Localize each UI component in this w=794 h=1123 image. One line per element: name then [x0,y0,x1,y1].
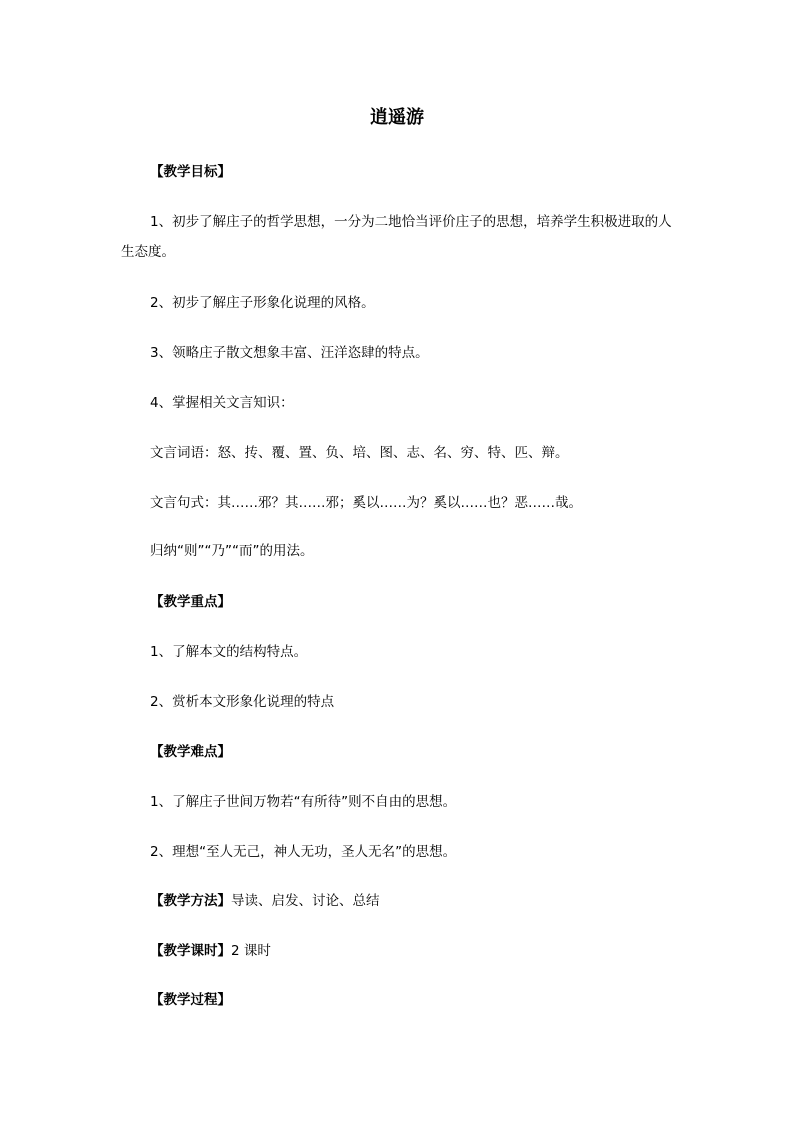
process-heading: 【教学过程】 [150,992,231,1008]
classical-patterns: 文言句式：其……邪？其……邪；奚以……为？奚以……也？恶……哉。 [150,495,582,511]
difficulty-item-1: 1、了解庄子世间万物若“有所待”则不自由的思想。 [150,794,457,810]
document-title: 逍遥游 [370,107,424,128]
objective-item-4: 4、掌握相关文言知识： [150,395,294,411]
key-point-item-1: 1、了解本文的结构特点。 [150,644,308,660]
objective-item-2: 2、初步了解庄子形象化说理的风格。 [150,295,375,311]
methods-text: 导读、启发、讨论、总结 [231,893,380,909]
objectives-heading: 【教学目标】 [150,164,231,180]
hours-line [150,941,271,961]
usage-summary: 归纳“则”“乃”“而”的用法。 [150,543,314,559]
difficulty-item-2: 2、理想“至人无己，神人无功，圣人无名”的思想。 [150,844,457,860]
objective-item-3: 3、领略庄子散文想象丰富、汪洋恣肆的特点。 [150,345,429,361]
classical-words: 文言词语：怒、抟、覆、置、负、培、图、志、名、穷、特、匹、辩。 [150,445,569,461]
difficulties-heading: 【教学难点】 [150,744,231,760]
methods-heading: 【教学方法】 [150,893,231,909]
methods-line [150,891,380,911]
hours-text: 2 课时 [231,943,271,959]
objective-item-1: 1、初步了解庄子的哲学思想，一分为二地恰当评价庄子的思想，培养学生积极进取的人生态度。 [121,214,672,260]
key-points-heading: 【教学重点】 [150,594,231,610]
key-point-item-2: 2、赏析本文形象化说理的特点 [150,694,335,710]
hours-heading: 【教学课时】 [150,943,231,959]
